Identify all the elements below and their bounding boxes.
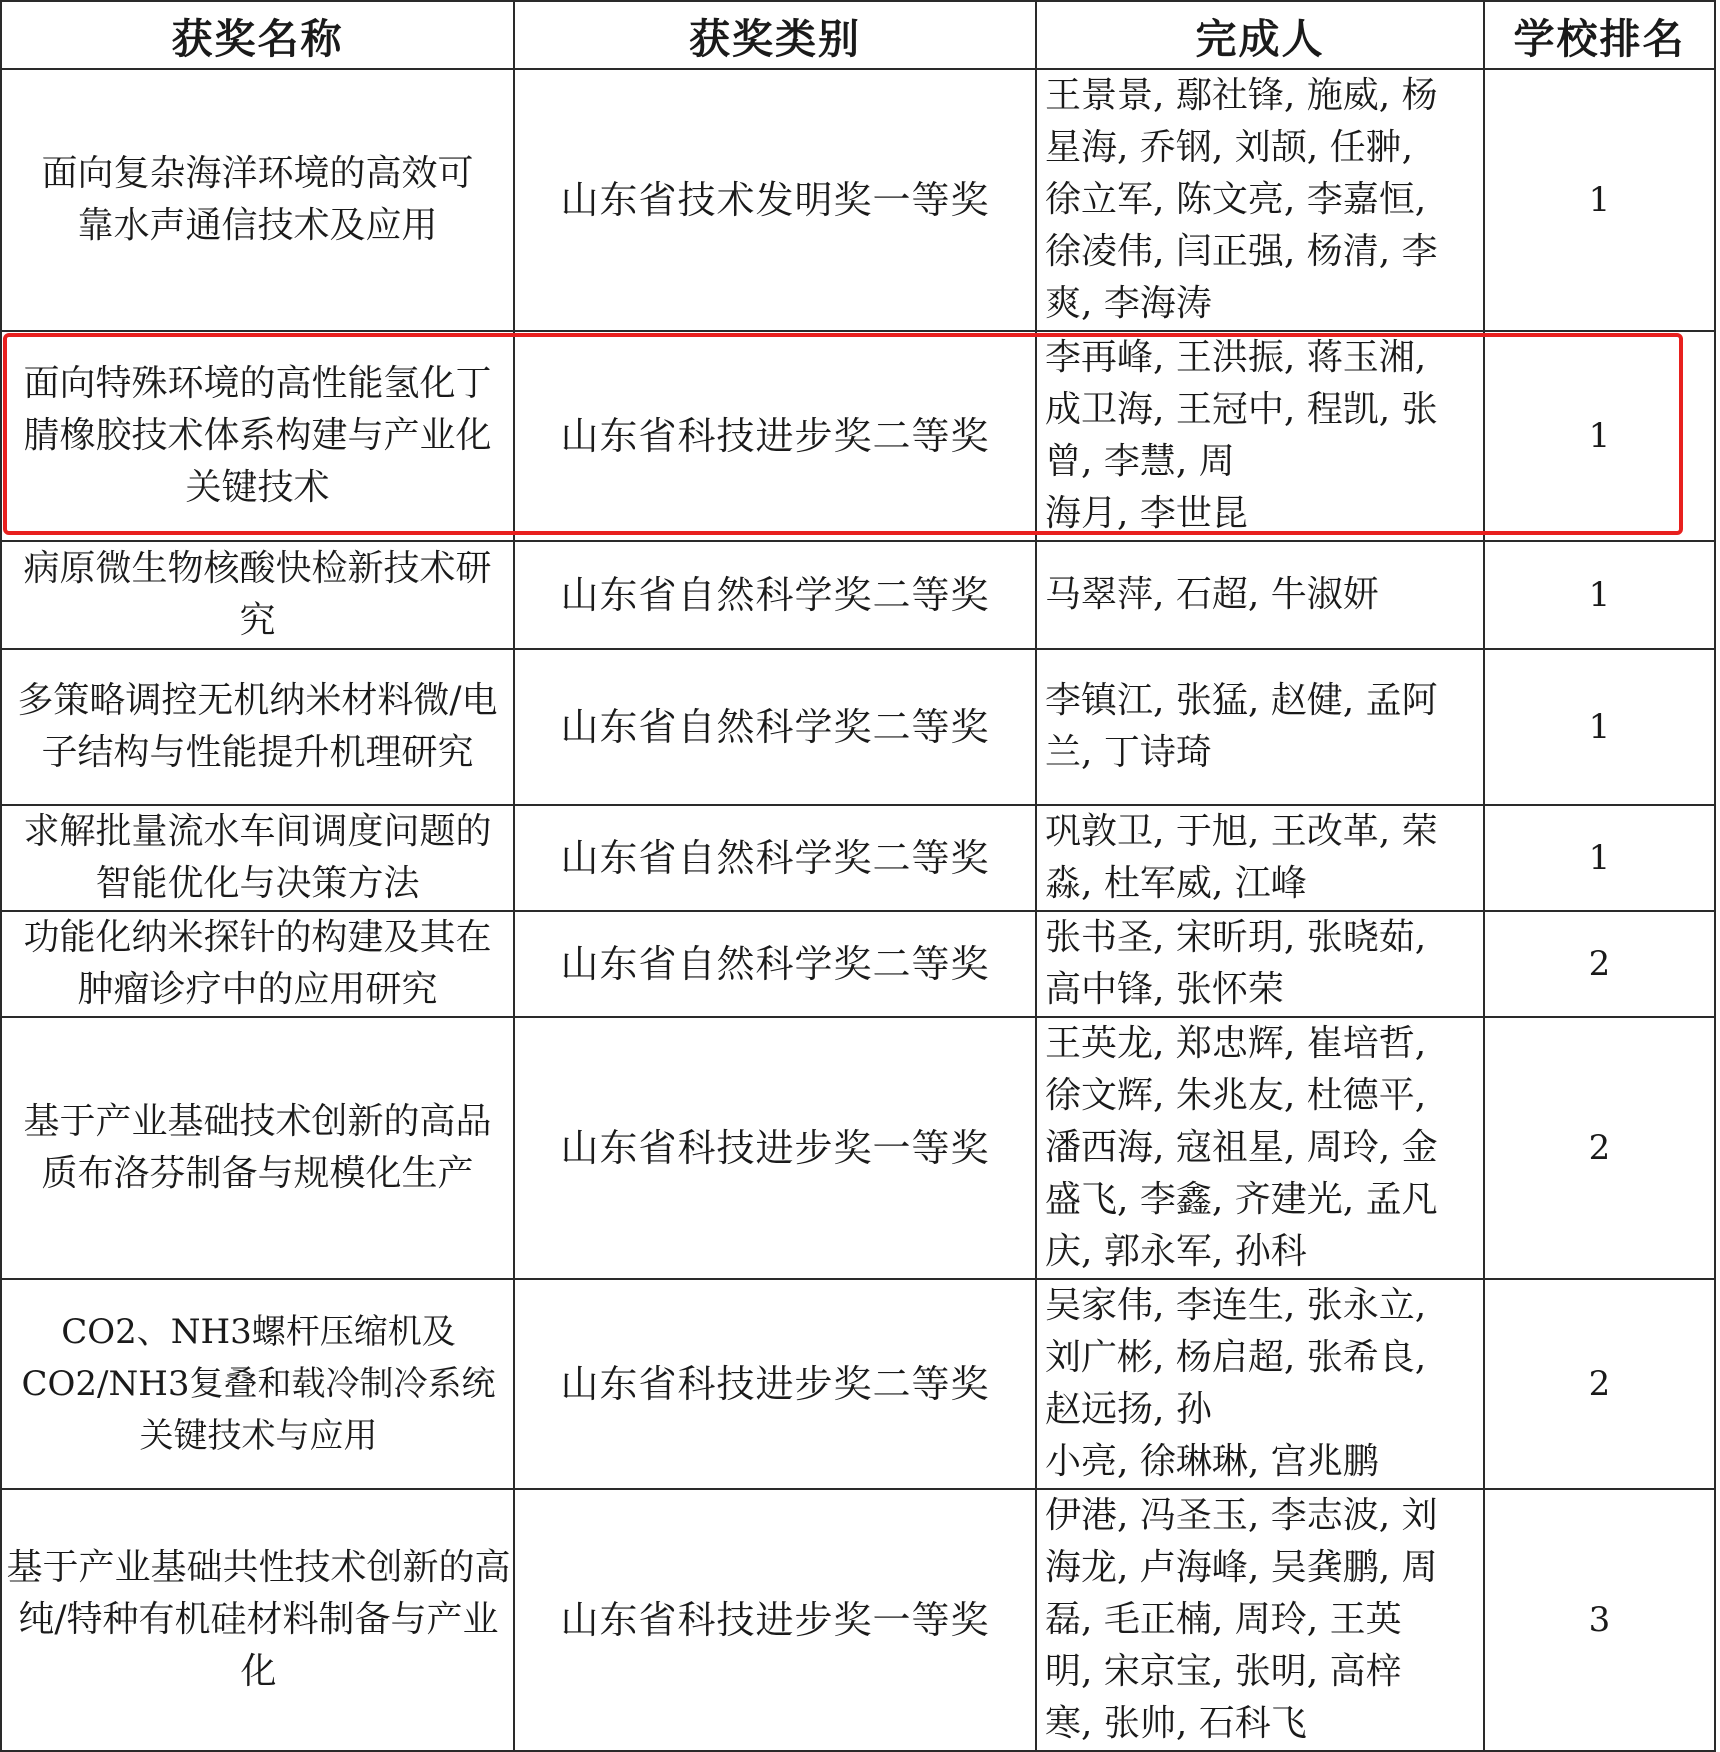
completers-line: 伊港, 冯圣玉, 李志波, 刘	[1045, 1495, 1438, 1536]
completers-line: 李再峰, 王洪振, 蒋玉湘,	[1045, 337, 1427, 378]
table-row	[1, 649, 1715, 805]
table-header-row	[1, 1, 1715, 69]
award-name-cell	[1, 541, 514, 649]
completers-line: 爽, 李海涛	[1045, 283, 1212, 324]
completers-cell	[1036, 1279, 1484, 1489]
header-award-name: 获奖名称	[1, 1, 514, 69]
school-rank-cell: 2	[1484, 911, 1715, 1017]
completers-line: 成卫海, 王冠中, 程凯, 张	[1045, 389, 1438, 430]
table-row	[1, 541, 1715, 649]
completers-line: 曾, 李慧, 周	[1045, 441, 1235, 482]
completers-line: 高中锋, 张怀荣	[1045, 969, 1284, 1010]
award-name: 病原微生物核酸快检新技术研究	[23, 548, 492, 641]
completers-line: 巩敦卫, 于旭, 王改革, 荣	[1045, 811, 1438, 852]
completers-cell	[1036, 1017, 1484, 1279]
completers-line: 小亮, 徐琳琳, 宫兆鹏	[1045, 1441, 1379, 1482]
school-rank-cell: 1	[1484, 541, 1715, 649]
completers-line: 徐文辉, 朱兆友, 杜德平,	[1045, 1075, 1427, 1116]
award-name-cell	[1, 1279, 514, 1489]
school-rank-cell: 1	[1484, 805, 1715, 911]
completers-line: 李镇江, 张猛, 赵健, 孟阿	[1045, 680, 1438, 721]
award-name-cell	[1, 805, 514, 911]
award-name: 功能化纳米探针的构建及其在肿瘤诊疗中的应用研究	[23, 917, 492, 1010]
completers-cell	[1036, 805, 1484, 911]
completers-line: 寒, 张帅, 石科飞	[1045, 1703, 1307, 1744]
award-name-cell	[1, 1489, 514, 1751]
award-category-cell: 山东省自然科学奖二等奖	[514, 541, 1036, 649]
completers-cell	[1036, 541, 1484, 649]
header-completers: 完成人	[1036, 1, 1484, 69]
completers-line: 海月, 李世昆	[1045, 493, 1248, 534]
completers-cell	[1036, 1489, 1484, 1751]
completers-cell	[1036, 649, 1484, 805]
completers-line: 盛飞, 李鑫, 齐建光, 孟凡	[1045, 1179, 1438, 1220]
completers-line: 张书圣, 宋昕玥, 张晓茹,	[1045, 917, 1427, 958]
table-row-highlighted	[1, 331, 1715, 541]
completers-cell	[1036, 911, 1484, 1017]
school-rank-cell: 2	[1484, 1017, 1715, 1279]
completers-line: 海龙, 卢海峰, 吴龚鹏, 周	[1045, 1547, 1438, 1588]
school-rank-cell: 3	[1484, 1489, 1715, 1751]
completers-line: 潘西海, 寇祖星, 周玲, 金	[1045, 1127, 1438, 1168]
completers-line: 刘广彬, 杨启超, 张希良,	[1045, 1337, 1427, 1378]
award-name: 面向特殊环境的高性能氢化丁腈橡胶技术体系构建与产业化关键技术	[23, 363, 492, 508]
completers-line: 马翠萍, 石超, 牛淑妍	[1045, 574, 1379, 615]
award-category-cell: 山东省技术发明奖一等奖	[514, 69, 1036, 331]
completers-cell	[1036, 331, 1484, 541]
completers-line: 星海, 乔钢, 刘颉, 任翀,	[1045, 127, 1414, 168]
table-row	[1, 69, 1715, 331]
award-name-cell	[1, 1017, 514, 1279]
table-row	[1, 1489, 1715, 1751]
award-name: 求解批量流水车间调度问题的智能优化与决策方法	[23, 811, 492, 904]
award-category-cell: 山东省科技进步奖二等奖	[514, 331, 1036, 541]
award-name-cell	[1, 331, 514, 541]
completers-cell	[1036, 69, 1484, 331]
header-award-category: 获奖类别	[514, 1, 1036, 69]
completers-line: 兰, 丁诗琦	[1045, 732, 1212, 773]
award-category-cell: 山东省自然科学奖二等奖	[514, 805, 1036, 911]
award-name-cell	[1, 911, 514, 1017]
completers-line: 徐凌伟, 闫正强, 杨清, 李	[1045, 231, 1438, 272]
award-name-cell	[1, 649, 514, 805]
award-name: CO2、NH3螺杆压缩机及CO2/NH3复叠和载冷制冷系统关键技术与应用	[21, 1312, 496, 1456]
award-category-cell: 山东省科技进步奖一等奖	[514, 1489, 1036, 1751]
completers-line: 淼, 杜军威, 江峰	[1045, 863, 1307, 904]
award-name-cell	[1, 69, 514, 331]
table-row	[1, 1017, 1715, 1279]
completers-line: 徐立军, 陈文亮, 李嘉恒,	[1045, 179, 1427, 220]
award-name: 基于产业基础技术创新的高品质布洛芬制备与规模化生产	[23, 1101, 492, 1194]
table-row	[1, 911, 1715, 1017]
school-rank-cell: 2	[1484, 1279, 1715, 1489]
table-row	[1, 1279, 1715, 1489]
school-rank-cell: 1	[1484, 331, 1715, 541]
completers-line: 王景景, 鄢社锋, 施威, 杨	[1045, 75, 1438, 116]
award-name: 多策略调控无机纳米材料微/电子结构与性能提升机理研究	[17, 680, 498, 773]
table-row	[1, 805, 1715, 911]
award-category-cell: 山东省科技进步奖一等奖	[514, 1017, 1036, 1279]
completers-line: 王英龙, 郑忠辉, 崔培哲,	[1045, 1023, 1427, 1064]
school-rank-cell: 1	[1484, 69, 1715, 331]
header-school-rank: 学校排名	[1484, 1, 1715, 69]
completers-line: 磊, 毛正楠, 周玲, 王英	[1045, 1599, 1402, 1640]
completers-line: 赵远扬, 孙	[1045, 1389, 1212, 1430]
award-name: 面向复杂海洋环境的高效可靠水声通信技术及应用	[41, 153, 474, 246]
school-rank-cell: 1	[1484, 649, 1715, 805]
award-category-cell: 山东省自然科学奖二等奖	[514, 911, 1036, 1017]
award-category-cell: 山东省自然科学奖二等奖	[514, 649, 1036, 805]
completers-line: 庆, 郭永军, 孙科	[1045, 1231, 1307, 1272]
award-category-cell: 山东省科技进步奖二等奖	[514, 1279, 1036, 1489]
award-name: 基于产业基础共性技术创新的高纯/特种有机硅材料制备与产业化	[6, 1547, 511, 1692]
completers-line: 吴家伟, 李连生, 张永立,	[1045, 1285, 1427, 1326]
completers-line: 明, 宋京宝, 张明, 高梓	[1045, 1651, 1402, 1692]
